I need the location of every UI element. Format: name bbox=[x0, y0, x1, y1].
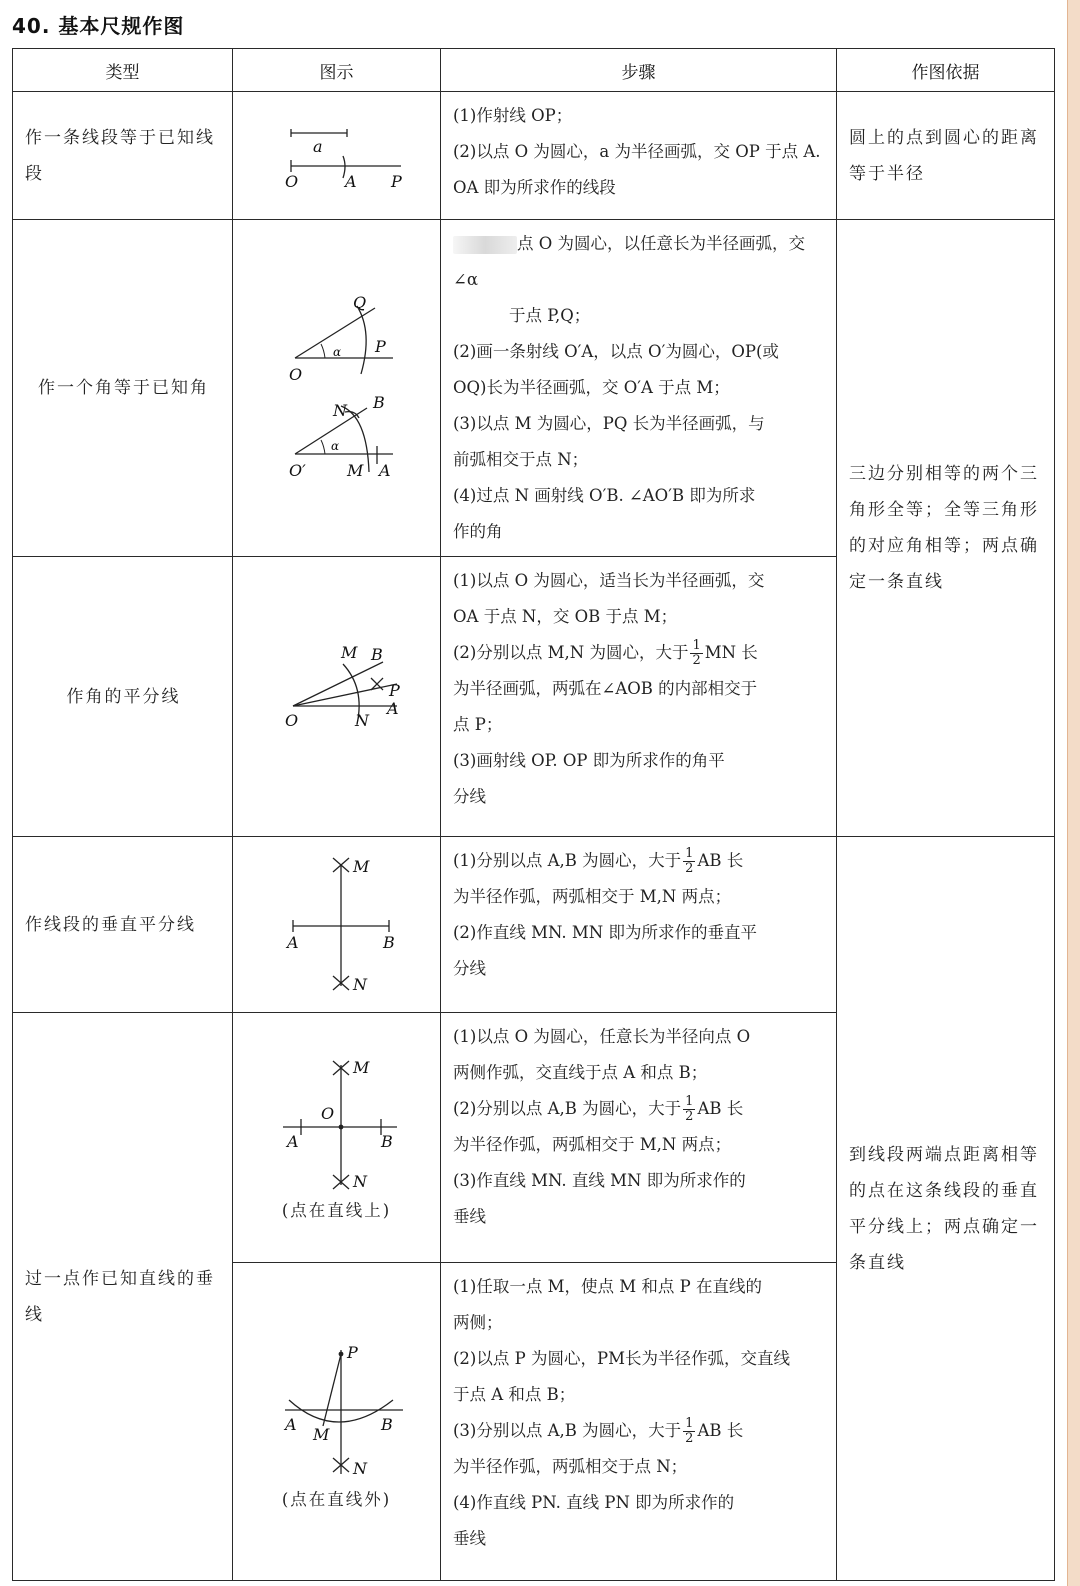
step-line: 为半径作弧，两弧相交于点 N； bbox=[453, 1457, 688, 1476]
frac-numerator: 1 bbox=[692, 638, 701, 653]
step-text: (2)分别以点 M,N 为圆心，大于 bbox=[453, 643, 689, 662]
steps-perp-point-on bbox=[441, 1013, 837, 1263]
label-P: P bbox=[374, 337, 386, 356]
step-line: (3)以点 M 为圆心，PQ 长为半径画弧，与 bbox=[453, 414, 765, 433]
label-O: O bbox=[320, 1103, 334, 1123]
label-B: B bbox=[370, 644, 383, 664]
type-copy-segment: 作一条线段等于已知线段 bbox=[13, 92, 233, 220]
label-B: B bbox=[380, 1414, 393, 1434]
step-line: OQ)长为半径画弧，交 O′A 于点 M； bbox=[453, 378, 730, 397]
frac-denominator: 2 bbox=[685, 861, 694, 876]
step-line: (4)过点 N 画射线 O′B. ∠AO′B 即为所求 bbox=[453, 486, 756, 505]
step-line-frac bbox=[453, 843, 826, 879]
step-line-frac bbox=[453, 635, 826, 671]
label-A: A bbox=[286, 1131, 299, 1151]
label-O: O bbox=[284, 710, 298, 730]
type-angle-bisector: 作角的平分线 bbox=[13, 557, 233, 837]
basis-copy-segment: 圆上的点到圆心的距离等于半径 bbox=[837, 92, 1055, 220]
step-line: (2)作直线 MN. MN 即为所求作的垂直平 bbox=[453, 923, 757, 942]
step-line: 为半径作弧，两弧相交于 M,N 两点； bbox=[453, 1135, 732, 1154]
step-text: (1)分别以点 A,B 为圆心，大于 bbox=[453, 851, 682, 870]
fraction-half bbox=[683, 847, 695, 876]
segment-diagram bbox=[237, 116, 437, 196]
header-steps: 步骤 bbox=[441, 49, 837, 92]
label-A: A bbox=[286, 932, 299, 952]
step-line: 于点 P,Q； bbox=[509, 306, 591, 325]
step-line: (2)以点 O 为圆心，a 为半径画弧，交 OP 于点 A. OA 即为所求作的线段 bbox=[453, 142, 821, 197]
blurred-text bbox=[453, 236, 517, 254]
label-M: M bbox=[312, 1424, 329, 1444]
label-P: P bbox=[388, 680, 400, 700]
step-line: 分线 bbox=[453, 787, 486, 806]
steps-copy-segment bbox=[441, 92, 837, 220]
fraction-half bbox=[683, 1417, 695, 1446]
row-copy-segment bbox=[13, 92, 1055, 220]
label-M: M bbox=[352, 856, 369, 876]
page-edge-strip bbox=[1068, 0, 1080, 1586]
basis-angle: 三边分别相等的两个三角形全等；全等三角形的对应角相等；两点确定一条直线 bbox=[837, 220, 1055, 837]
label-A: A bbox=[386, 698, 399, 718]
step-line: (2)画一条射线 O′A，以点 O′为圆心，OP(或 bbox=[453, 342, 779, 361]
row-perp-bisector bbox=[13, 837, 1055, 1013]
perp-off-line-diagram bbox=[237, 1334, 437, 1484]
header-figure: 图示 bbox=[233, 49, 441, 92]
label-O-prime: O′ bbox=[288, 461, 306, 480]
frac-denominator: 2 bbox=[685, 1109, 694, 1124]
label-alpha: α bbox=[332, 345, 341, 359]
step-text: AB 长 bbox=[697, 1099, 744, 1118]
step-line: 点 P； bbox=[453, 715, 503, 734]
label-B: B bbox=[380, 1131, 393, 1151]
figure-perp-bisector bbox=[233, 837, 441, 1013]
step-line: OA 于点 N，交 OB 于点 M； bbox=[453, 607, 678, 626]
angle-diagram bbox=[237, 288, 437, 488]
step-line: 为半径作弧，两弧相交于 M,N 两点； bbox=[453, 887, 732, 906]
label-A: A bbox=[378, 461, 391, 480]
step-text: (3)分别以点 A,B 为圆心，大于 bbox=[453, 1421, 682, 1440]
step-line: 作的角 bbox=[453, 522, 503, 541]
step-line: 垂线 bbox=[453, 1529, 486, 1548]
page-title: 40. 基本尺规作图 bbox=[12, 14, 185, 38]
step-text: AB 长 bbox=[697, 1421, 744, 1440]
header-row bbox=[13, 49, 1055, 92]
label-M: M bbox=[340, 642, 357, 662]
frac-numerator: 1 bbox=[685, 846, 694, 861]
step-line: 垂线 bbox=[453, 1207, 486, 1226]
step-line: 分线 bbox=[453, 959, 486, 978]
label-A: A bbox=[344, 171, 357, 191]
type-perpendicular-through-point: 过一点作已知直线的垂线 bbox=[13, 1013, 233, 1581]
frac-numerator: 1 bbox=[685, 1094, 694, 1109]
label-M: M bbox=[346, 461, 363, 480]
label-N: N bbox=[352, 974, 367, 994]
step-line: (1)任取一点 M，使点 M 和点 P 在直线的 bbox=[453, 1277, 762, 1296]
step-line: 两侧作弧，交直线于点 A 和点 B； bbox=[453, 1063, 708, 1082]
steps-angle-bisector bbox=[441, 557, 837, 837]
label-N: N bbox=[352, 1458, 367, 1478]
perp-on-line-diagram bbox=[237, 1055, 437, 1195]
step-line-frac bbox=[453, 1091, 826, 1127]
page-edge-line bbox=[1067, 0, 1068, 1586]
type-perp-bisector: 作线段的垂直平分线 bbox=[13, 837, 233, 1013]
frac-numerator: 1 bbox=[685, 1416, 694, 1431]
label-B: B bbox=[372, 393, 385, 412]
figure-copy-angle bbox=[233, 220, 441, 557]
label-N: N bbox=[354, 710, 369, 730]
step-line: (1)以点 O 为圆心，适当长为半径画弧，交 bbox=[453, 571, 765, 590]
label-N: N bbox=[332, 401, 347, 420]
label-N: N bbox=[352, 1171, 367, 1191]
step-line: (3)画射线 OP. OP 即为所求作的角平 bbox=[453, 751, 725, 770]
label-Q: Q bbox=[352, 293, 366, 312]
step-text: (2)分别以点 A,B 为圆心，大于 bbox=[453, 1099, 682, 1118]
label-M: M bbox=[352, 1057, 369, 1077]
step-line: (1)作射线 OP； bbox=[453, 106, 573, 125]
figure-perp-point-off bbox=[233, 1263, 441, 1581]
caption-point-on-line: (点在直线上) bbox=[281, 1200, 392, 1220]
step-text: MN 长 bbox=[704, 643, 758, 662]
steps-perp-point-off bbox=[441, 1263, 837, 1581]
step-line: (1)以点 O 为圆心，任意长为半径向点 O bbox=[453, 1027, 751, 1046]
basis-perpendicular: 到线段两端点距离相等的点在这条线段的垂直平分线上；两点确定一条直线 bbox=[837, 837, 1055, 1581]
step-text: AB 长 bbox=[697, 851, 744, 870]
frac-denominator: 2 bbox=[692, 653, 701, 668]
header-basis: 作图依据 bbox=[837, 49, 1055, 92]
step-line: (3)作直线 MN. 直线 MN 即为所求作的 bbox=[453, 1171, 746, 1190]
fraction-half bbox=[683, 1095, 695, 1124]
frac-denominator: 2 bbox=[685, 1431, 694, 1446]
label-P: P bbox=[390, 171, 402, 191]
bisector-diagram bbox=[237, 642, 437, 752]
caption-point-off-line: (点在直线外) bbox=[281, 1489, 392, 1509]
figure-perp-point-on bbox=[233, 1013, 441, 1263]
step-line: 点 O 为圆心，以任意长为半径画弧，交∠α bbox=[453, 234, 806, 289]
fraction-half bbox=[690, 639, 702, 668]
label-O: O bbox=[288, 365, 302, 384]
step-line: (4)作直线 PN. 直线 PN 即为所求作的 bbox=[453, 1493, 735, 1512]
steps-perp-bisector bbox=[441, 837, 837, 1013]
step-line: 于点 A 和点 B； bbox=[453, 1385, 576, 1404]
construction-table bbox=[12, 48, 1055, 1581]
header-type: 类型 bbox=[13, 49, 233, 92]
step-line-blurred bbox=[453, 226, 826, 298]
row-copy-angle bbox=[13, 220, 1055, 557]
step-line: 前弧相交于点 N； bbox=[453, 450, 589, 469]
label-O: O bbox=[284, 171, 298, 191]
label-alpha-2: α bbox=[330, 439, 339, 453]
step-line: 为半径画弧，两弧在∠AOB 的内部相交于 bbox=[453, 679, 758, 698]
figure-angle-bisector bbox=[233, 557, 441, 837]
type-copy-angle: 作一个角等于已知角 bbox=[13, 220, 233, 557]
step-line: 两侧； bbox=[453, 1313, 503, 1332]
figure-copy-segment bbox=[233, 92, 441, 220]
label-P: P bbox=[346, 1342, 358, 1362]
perp-bisector-diagram bbox=[237, 850, 437, 1000]
label-A: A bbox=[284, 1414, 297, 1434]
step-line-frac bbox=[453, 1413, 826, 1449]
steps-copy-angle bbox=[441, 220, 837, 557]
label-a: a bbox=[312, 136, 323, 156]
step-line: (2)以点 P 为圆心，PM长为半径作弧，交直线 bbox=[453, 1349, 790, 1368]
label-B: B bbox=[382, 932, 395, 952]
